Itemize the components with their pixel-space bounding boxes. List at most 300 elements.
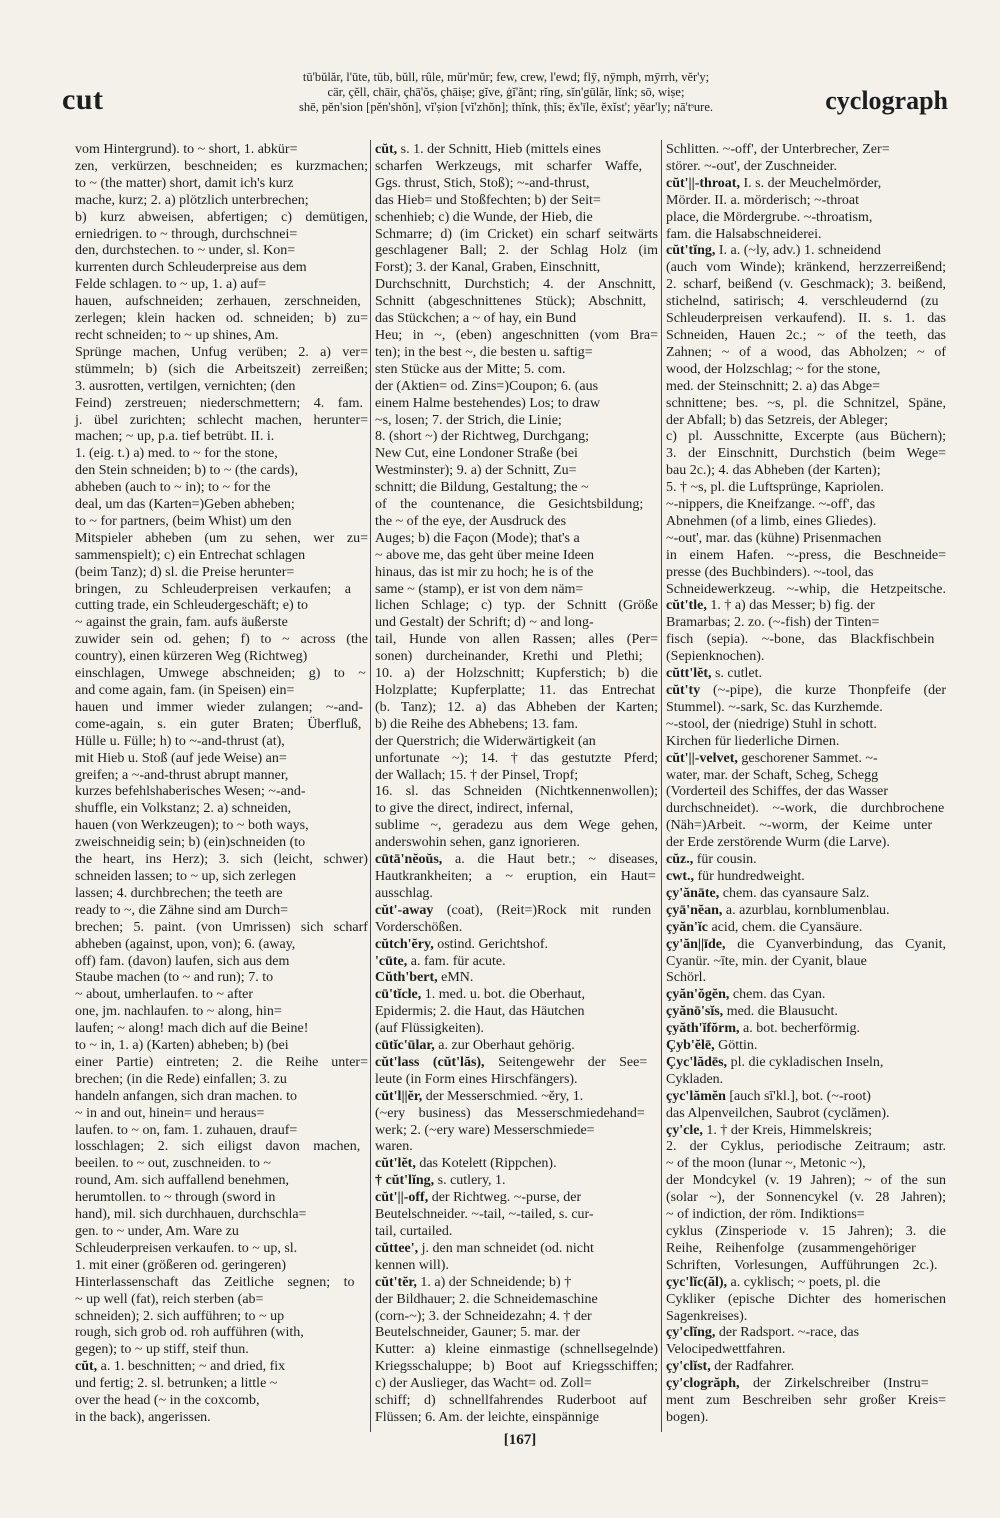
line-text: recht schneiden; to ~ up shines, Am.: [75, 327, 279, 343]
line-text: (auf Flüssigkeiten).: [375, 1021, 484, 1037]
line-text: c) pl. Ausschnitte, Excerpte (aus Büchern);: [666, 429, 946, 445]
entry-text: med. die Blausucht.: [726, 1004, 838, 1020]
headword: cŭttee',: [375, 1240, 419, 1256]
line-text: Hautkrankheiten; a ~ eruption, ein Haut=: [375, 868, 656, 884]
entry-text: pl. die cykladischen Inseln,: [730, 1054, 884, 1070]
line-text: Ggs. thrust, Stich, Stoß); ~-and-thrust,: [375, 175, 590, 191]
text-line: [75, 1393, 368, 1410]
text-line: [75, 1325, 368, 1342]
line-text: der (Aktien= od. Zins=)Coupon; 6. (aus: [375, 378, 599, 394]
text-line: [75, 497, 368, 514]
headword: çyc'lĭc(ăl),: [666, 1274, 728, 1290]
text-line: [666, 429, 946, 446]
line-text: ready to ~, die Zähne sind am Durch=: [75, 902, 288, 918]
line-text: sammenspielt); c) ein Entrechat schlagen: [75, 547, 306, 563]
text-line: [75, 1139, 368, 1156]
text-line: [375, 446, 658, 463]
line-text: cyklus (Zinsperiode v. 15 Jahren); 3. die: [666, 1224, 946, 1239]
text-line: [666, 768, 946, 785]
text-line: [666, 1004, 946, 1021]
text-line: [375, 176, 658, 193]
text-line: [375, 886, 658, 903]
entry-text: der Zirkelschreiber (Instru=: [753, 1376, 929, 1392]
text-line: [75, 1072, 368, 1089]
entry-text: der Radsport. ~-race, das: [718, 1325, 860, 1341]
line-text: (corn-~); 3. der Schneidezahn; 4. † der: [375, 1308, 592, 1324]
text-line: [75, 801, 368, 818]
line-text: leute (in Form eines Hirschfängers).: [375, 1071, 578, 1087]
headword: çy'ănāte,: [666, 885, 720, 901]
text-line: [375, 717, 658, 734]
text-line: [375, 1038, 658, 1055]
text-line: [375, 954, 658, 971]
text-line: [666, 734, 946, 751]
line-text: das Stückchen; a ~ of hay, ein Bund: [375, 311, 577, 327]
headword: cūtā'nĕoŭs,: [375, 852, 443, 868]
line-text: bogen).: [666, 1409, 709, 1425]
text-line: [75, 531, 368, 548]
entry-text: I. a. (~ly, adv.) 1. schneidend: [718, 243, 881, 259]
text-line: [375, 1342, 658, 1359]
text-line: [375, 615, 658, 632]
text-line: [375, 649, 658, 666]
line-text: same ~ (stamp), er ist von dem näm=: [375, 581, 584, 597]
text-line: [75, 311, 368, 328]
text-line: [375, 1376, 658, 1393]
line-text: abheben (auch to ~ in); to ~ for the: [75, 480, 271, 496]
line-text: over the head (~ in the coxcomb,: [75, 1393, 260, 1409]
text-line: [666, 903, 946, 920]
text-line: [666, 379, 946, 396]
line-text: schiff; d) schnellfahrendes Ruderboot auf: [375, 1393, 648, 1409]
text-line: [375, 987, 658, 1004]
text-line: [375, 1072, 658, 1089]
text-line: [666, 801, 946, 818]
entry-text: 1. † a) das Messer; b) fig. der: [710, 598, 875, 614]
text-line: [75, 734, 368, 751]
line-text: einem Halme bestehendes) Los; to draw: [375, 395, 601, 411]
line-text: schnitt; die Bildung, Gestaltung; the ~: [375, 480, 589, 496]
entry-text: Seitengewehr der See=: [498, 1054, 648, 1070]
headword: † cŭt'lĭng,: [375, 1173, 435, 1189]
headword: Cŭth'bert,: [375, 970, 438, 986]
headword: çyc'lămĕn: [666, 1088, 726, 1104]
line-text: (solar ~), der Sonnencykel (v. 28 Jahren);: [666, 1190, 946, 1206]
text-line: [375, 548, 658, 565]
line-text: ten); in the best ~, die besten u. saftig=: [375, 344, 593, 360]
line-text: presse (des Buchbinders). ~-tool, das: [666, 564, 874, 580]
text-line: [666, 480, 946, 497]
text-line: [375, 1325, 658, 1342]
text-line: [666, 260, 946, 277]
text-line: [375, 598, 658, 615]
entry-text: (coat), (Reit=)Rock mit runden: [446, 902, 652, 918]
text-line: [375, 159, 658, 176]
line-text: (Sepienknochen).: [666, 649, 765, 665]
text-line: [75, 751, 368, 768]
line-text: ~ in and out, hinein= und heraus=: [75, 1105, 265, 1121]
text-line: [75, 565, 368, 582]
line-text: Forst); 3. der Kanal, Graben, Einschnitt,: [375, 260, 601, 276]
text-line: [75, 1173, 368, 1190]
text-line: [666, 1376, 946, 1393]
text-line: [75, 1342, 368, 1359]
line-text: (beim Tanz); d) sl. die Preise herunter=: [75, 564, 295, 580]
line-text: 3. ausrotten, vertilgen, vernichten; (den: [75, 378, 296, 394]
text-line: [375, 565, 658, 582]
text-line: [666, 1106, 946, 1123]
page-number: [167]: [503, 1432, 537, 1448]
line-text: Hülle u. Fülle; h) to ~-and-thrust (at),: [75, 733, 285, 749]
text-line: [375, 1173, 658, 1190]
line-text: shuffle, ein Volkstanz; 2. a) schneiden,: [75, 801, 292, 817]
text-line: [75, 835, 368, 852]
headword: çy'clogrăph,: [666, 1376, 740, 1392]
text-line: [375, 1139, 658, 1156]
line-text: Vorderschößen.: [375, 919, 463, 935]
line-text: erniedrigen. to ~ through, durchschnei=: [75, 226, 298, 242]
text-line: [666, 1072, 946, 1089]
column-divider: [661, 140, 662, 1432]
headword: çyănō'sĭs,: [666, 1004, 724, 1020]
line-text: schneiden); 2. sich aufführen; to ~ up: [75, 1308, 285, 1324]
entry-text: [auch sī'kl.], bot. (~-root): [729, 1088, 871, 1104]
line-text: Beutelschneider. ~-tail, ~-tailed, s. cur-: [375, 1207, 594, 1223]
text-line: [75, 937, 368, 954]
line-text: schnittene; bes. ~s, pl. die Schnitzel, Späne,: [666, 395, 946, 411]
line-text: machen; ~ up, p.a. tief betrübt. II. i.: [75, 429, 275, 445]
entry-text: (~-pipe), die kurze Thonpfeife (der: [713, 683, 947, 698]
column-right: [666, 142, 946, 1427]
headword: cŭt'lĕt,: [375, 1156, 416, 1172]
line-text: gegen); to ~ up stiff, steif thun.: [75, 1342, 249, 1358]
text-line: [375, 1224, 658, 1241]
text-line: [75, 768, 368, 785]
line-text: 10. a) der Holzschnitt; Kupferstich; b) die: [375, 666, 658, 682]
text-line: [666, 649, 946, 666]
text-line: [75, 700, 368, 717]
text-line: [666, 632, 946, 649]
line-text: to ~ for partners, (beim Whist) um den: [75, 513, 292, 529]
text-line: [375, 1055, 658, 1072]
text-line: [375, 345, 658, 362]
headword: cŭz.,: [666, 852, 694, 868]
text-line: [375, 1004, 658, 1021]
entry-text: a. zur Oberhaut gehörig.: [438, 1038, 575, 1054]
text-line: [75, 717, 368, 734]
line-text: lichen Schlage; c) typ. der Schnitt (Größe: [375, 598, 658, 614]
line-text: Hinterlassenschaft das Zeitliche segnen; to: [75, 1274, 355, 1290]
entry-text: I. s. der Meuchelmörder,: [743, 175, 882, 191]
text-line: [375, 294, 658, 311]
text-line: [75, 1190, 368, 1207]
text-line: [375, 142, 658, 159]
headword: cŭt'tĕr,: [375, 1274, 417, 1290]
entry-text: a. die Haut betr.; ~ diseases,: [455, 852, 658, 868]
line-text: place, die Mördergrube. ~-throatism,: [666, 209, 873, 225]
line-text: bau 2c.); 4. das Abheben (der Karten);: [666, 463, 881, 479]
text-line: [75, 1156, 368, 1173]
line-text: stichelnd, satirisch; 4. verschleudernd (zu: [666, 294, 939, 310]
text-line: [666, 615, 946, 632]
line-text: hauen (von Werkzeugen); to ~ both ways,: [75, 818, 309, 834]
line-text: (b. Tanz); 12. a) das Abheben der Karten;: [375, 699, 659, 715]
line-text: Felde schlagen. to ~ up, 1. a) auf=: [75, 277, 267, 293]
line-text: ~ of indiction, der röm. Indiktions=: [666, 1207, 865, 1223]
text-line: [75, 480, 368, 497]
text-line: [75, 1376, 368, 1393]
text-line: [375, 1156, 658, 1173]
text-line: [75, 463, 368, 480]
text-line: [666, 294, 946, 311]
text-line: [375, 582, 658, 599]
text-line: [666, 565, 946, 582]
text-line: [75, 1410, 368, 1427]
text-line: [666, 1359, 946, 1376]
text-line: [375, 1410, 658, 1427]
line-text: zuwider sein od. gehen; f) to ~ across (the: [75, 632, 368, 648]
headword: cŭtch'ĕry,: [375, 936, 434, 952]
entry-text: s. cutlet.: [714, 666, 763, 682]
text-line: [75, 920, 368, 937]
line-text: ~ of the moon (lunar ~, Metonic ~),: [666, 1156, 866, 1172]
text-line: [666, 869, 946, 886]
line-text: mit Hieb u. Stoß (auf jede Weise) an=: [75, 750, 287, 766]
text-line: [666, 937, 946, 954]
headword: cŭt'lass (cŭt'lăs),: [375, 1054, 485, 1070]
line-text: kurrenten durch Schleuderpreise aus dem: [75, 260, 307, 276]
headword: çyăn'ĭc: [666, 919, 708, 935]
headword: cŭt,: [375, 142, 398, 157]
line-text: (Näh=)Arbeit. ~-worm, der Keime unter: [666, 818, 933, 834]
line-text: den Stein schneiden; b) to ~ (the cards),: [75, 463, 298, 479]
text-line: [666, 1156, 946, 1173]
line-text: ~-out', mar. das (kühne) Prisenmachen: [666, 530, 882, 546]
text-line: [375, 531, 658, 548]
text-line: [75, 649, 368, 666]
line-text: stümmeln; b) (sich die Arbeitszeit) zerreißen;: [75, 361, 369, 377]
text-line: [75, 784, 368, 801]
text-line: [666, 1224, 946, 1241]
entry-text: geschorener Sammet. ~-: [741, 750, 878, 766]
text-line: [666, 751, 946, 768]
line-text: handeln anfangen, sich dran machen. to: [75, 1088, 297, 1104]
text-line: [75, 852, 368, 869]
entry-text: a. 1. beschnitten; ~ and dried, fix: [100, 1359, 286, 1375]
text-line: [75, 683, 368, 700]
text-line: [666, 1055, 946, 1072]
line-text: cutting trade, ein Schleudergeschäft; e) to: [75, 598, 308, 614]
line-text: Auges; b) die Façon (Mode); that's a: [375, 530, 580, 546]
text-line: [375, 243, 658, 260]
line-text: rough, sich grob od. roh aufführen (with,: [75, 1325, 304, 1341]
text-line: [375, 514, 658, 531]
line-text: Reihe, Reihenfolge (zusammengehöriger: [666, 1240, 916, 1256]
column-left: [75, 142, 368, 1427]
line-text: in the back), angerissen.: [75, 1409, 211, 1425]
text-line: [75, 210, 368, 227]
text-line: [375, 260, 658, 277]
line-text: ~ above me, das geht über meine Ideen: [375, 547, 595, 563]
text-line: [666, 1325, 946, 1342]
text-line: [375, 1021, 658, 1038]
text-line: [666, 1190, 946, 1207]
line-text: der Abfall; b) das Setzreis, der Ableger;: [666, 412, 888, 428]
line-text: water, mar. der Schaft, Scheg, Schegg: [666, 767, 879, 783]
column-middle: [375, 142, 658, 1427]
entry-text: chem. das cyansaure Salz.: [722, 885, 870, 901]
line-text: brechen; (in die Rede) einfallen; 3. zu: [75, 1071, 287, 1087]
line-text: beeilen. to ~ out, zuschneiden. to ~: [75, 1156, 271, 1172]
text-line: [75, 429, 368, 446]
line-text: (Vorderteil des Schiffes, der das Wasser: [666, 784, 889, 800]
text-line: [375, 1089, 658, 1106]
text-line: [666, 243, 946, 260]
text-line: [375, 1207, 658, 1224]
text-line: [666, 514, 946, 531]
text-line: [666, 1275, 946, 1292]
text-line: [75, 1055, 368, 1072]
text-line: [75, 1258, 368, 1275]
text-line: [375, 413, 658, 430]
line-text: 2. scharf, beißend (v. Geschmack); 3. beißend,: [666, 277, 946, 293]
text-line: [75, 987, 368, 1004]
text-line: [666, 497, 946, 514]
line-text: schenhieb; c) die Wunde, der Hieb, die: [375, 209, 593, 225]
line-text: Schleuderpreisen verkaufen. to ~ up, sl.: [75, 1240, 298, 1256]
line-text: Cykliker (epische Dichter des homerischen: [666, 1291, 947, 1307]
text-line: [666, 1309, 946, 1326]
headword: çyā'nĕan,: [666, 902, 723, 918]
line-text: zweischneidig sein; b) (ein)schneiden (to: [75, 835, 306, 851]
text-line: [666, 277, 946, 294]
text-line: [75, 666, 368, 683]
line-text: Abnehmen (of a limb, eines Gliedes).: [666, 513, 877, 529]
line-text: anderswohin sehen, ganz ignorieren.: [375, 835, 580, 851]
text-line: [666, 835, 946, 852]
text-line: [75, 1275, 368, 1292]
headword: cŭt'l||ĕr,: [375, 1088, 423, 1104]
text-line: [666, 531, 946, 548]
line-text: Cykladen.: [666, 1071, 724, 1087]
text-line: [375, 801, 658, 818]
text-line: [75, 294, 368, 311]
text-line: [75, 598, 368, 615]
line-text: Schriften, Vorlesungen, Aufführungen 2c.).: [666, 1257, 938, 1273]
line-text: j. übel zurichten; schlecht machen, herunter=: [75, 412, 369, 428]
text-line: [666, 193, 946, 210]
text-line: [75, 582, 368, 599]
text-line: [75, 903, 368, 920]
text-line: [375, 396, 658, 413]
line-text: ~ about, umherlaufen. to ~ after: [75, 987, 254, 1003]
text-line: [375, 1292, 658, 1309]
headword: çy'cle,: [666, 1122, 703, 1138]
entry-text: für cousin.: [696, 852, 757, 868]
text-line: [375, 379, 658, 396]
headword: cŭt'tle,: [666, 598, 707, 614]
text-line: [666, 666, 946, 683]
headword: cŭt'||-throat,: [666, 175, 740, 191]
line-text: off) fam. (davon) laufen, sich aus dem: [75, 953, 290, 969]
text-line: [75, 1004, 368, 1021]
headword: cŭt'||-off,: [375, 1190, 429, 1206]
line-text: ~s, losen; 7. der Strich, die Linie;: [375, 412, 562, 428]
text-line: [375, 751, 658, 768]
line-text: laufen. to ~ on, fam. 1. zuhauen, drauf=: [75, 1122, 298, 1138]
headword: cūtĭc'ūlar,: [375, 1038, 435, 1054]
text-line: [666, 1021, 946, 1038]
text-line: [666, 328, 946, 345]
entry-text: der Radfahrer.: [714, 1359, 795, 1375]
line-text: herumtollen. to ~ through (sword in: [75, 1190, 276, 1206]
line-text: bringen, zu Schleuderpreisen verkaufen; a: [75, 581, 351, 597]
line-text: mache, kurz; 2. a) plötzlich unterbrechen;: [75, 192, 309, 208]
text-line: [666, 463, 946, 480]
text-line: [375, 734, 658, 751]
text-line: [666, 1089, 946, 1106]
text-line: [375, 193, 658, 210]
line-text: 8. (short ~) der Richtweg, Durchgang;: [375, 429, 590, 445]
line-text: Schleuderpreisen verkaufend). II. s. 1. das: [666, 311, 946, 327]
text-line: [375, 1123, 658, 1140]
text-line: [375, 1309, 658, 1326]
headword: cŭt'||-velvet,: [666, 750, 738, 766]
line-text: unfortunate ~); 14. † das gestutzte Pferd;: [375, 750, 658, 766]
line-text: b) kurz abweisen, abfertigen; c) demütigen,: [75, 209, 368, 225]
text-line: [75, 818, 368, 835]
line-text: kennen will).: [375, 1257, 449, 1273]
line-text: (~ery business) das Messerschmiedehand=: [375, 1105, 645, 1121]
line-text: to ~ (the matter) short, damit ich's kurz: [75, 175, 294, 191]
line-text: 2. der Cyklus, periodische Zeitraum; astr.: [666, 1139, 946, 1155]
text-line: [666, 886, 946, 903]
line-text: fisch (sepia). ~-bone, das Blackfischbein: [666, 632, 935, 648]
line-text: 16. sl. das Schneiden (Nichtkennenwollen);: [375, 784, 659, 800]
line-text: wood, der Holzschlag; ~ for the stone,: [666, 361, 881, 377]
line-text: ~ against the grain, fam. aufs äußerste: [75, 615, 288, 631]
line-text: Stummel). ~-sark, Sc. das Kurzhemde.: [666, 699, 883, 715]
text-line: [666, 1393, 946, 1410]
line-text: come-again, s. ein guter Braten; Überfluß,: [75, 716, 362, 732]
entry-text: eMN.: [441, 970, 474, 986]
line-text: Zahnen; ~ of a wood, das Abholzen; ~ of: [666, 344, 947, 360]
line-text: c) der Auslieger, das Wacht= od. Zoll=: [375, 1376, 592, 1392]
line-text: ~-nippers, die Kneifzange. ~-off', das: [666, 497, 876, 513]
line-text: waren.: [375, 1139, 413, 1155]
text-line: [666, 1173, 946, 1190]
entry-text: 1. a) der Schneidende; b) †: [420, 1274, 572, 1290]
text-line: [666, 954, 946, 971]
line-text: Schörl.: [666, 970, 707, 986]
text-line: [666, 345, 946, 362]
line-text: gen. to ~ under, Am. Ware zu: [75, 1224, 239, 1239]
text-line: [375, 1393, 658, 1410]
line-text: Flüssen; 6. Am. der leichte, einspännige: [375, 1409, 599, 1425]
entry-text: a. azurblau, kornblumenblau.: [725, 902, 890, 918]
line-text: to ~ in, 1. a) (Karten) abheben; b) (bei: [75, 1038, 289, 1054]
text-line: [375, 818, 658, 835]
line-text: der Erde zerstörende Wurm (die Larve).: [666, 835, 890, 851]
line-text: sonen) durcheinander, Krethi und Plethi;: [375, 649, 643, 665]
entry-text: für hundredweight.: [697, 868, 805, 884]
line-text: Cyanür. ~īte, min. der Cyanit, blaue: [666, 953, 867, 969]
line-text: der Querstrich; die Widerwärtigkeit (an: [375, 733, 596, 749]
line-text: werk; 2. (~ery ware) Messerschmiede=: [375, 1122, 595, 1138]
text-line: [666, 548, 946, 565]
text-line: [75, 396, 368, 413]
line-text: durchschneidet). ~-work, die durchbrochene: [666, 801, 945, 817]
